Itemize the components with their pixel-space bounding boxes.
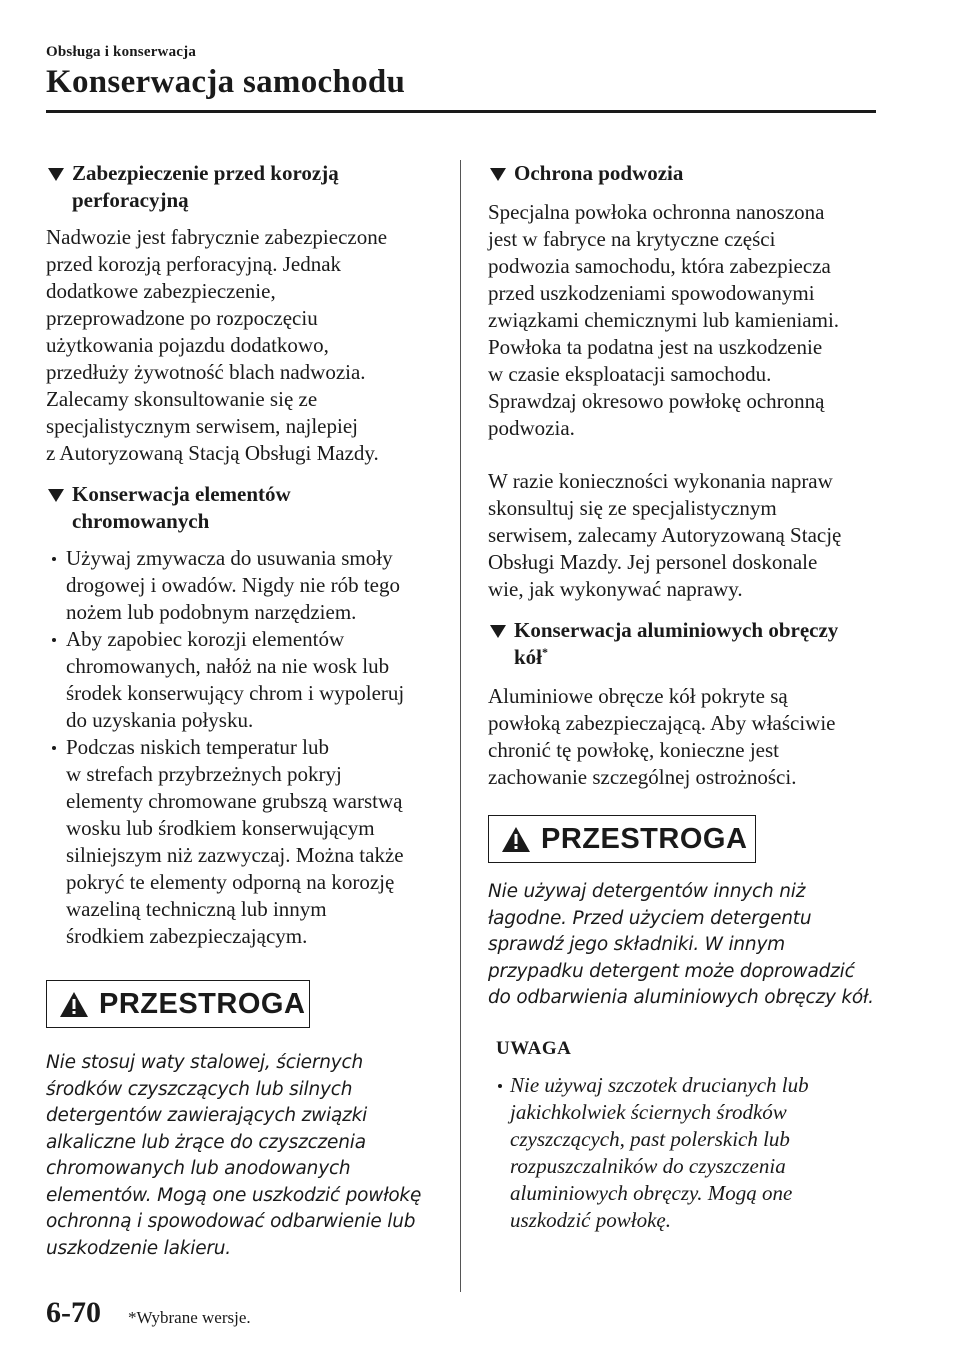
text-line: do uzyskania połysku. (66, 708, 254, 732)
text-line: do odbarwienia aluminiowych obręczy kół. (488, 987, 874, 1008)
bullet-dot-icon (52, 638, 56, 642)
note-bullet-list (488, 1072, 880, 1234)
note-title: UWAGA (496, 1037, 572, 1059)
text-line: środkiem zabezpieczającym. (66, 924, 308, 948)
list-item (46, 626, 441, 734)
text-line: rozpuszczalników do czyszczenia (510, 1153, 786, 1178)
text-line: nożem lub podobnym narzędziem. (66, 600, 357, 624)
text-line: wie, jak wykonywać naprawy. (488, 577, 743, 601)
text-line: Używaj zmywacza do usuwania smoły (66, 546, 393, 570)
text-line: skonsultuj się ze specjalistycznym (488, 496, 777, 520)
text-line: chromowanych lub anodowanych (46, 1158, 351, 1179)
triangle-bullet-icon (490, 625, 506, 638)
text-line: środek konserwujący chrom i wypoleruj (66, 681, 405, 705)
list-item (488, 1072, 880, 1234)
heading-line: Zabezpieczenie przed korozją (72, 161, 339, 185)
text-line: W razie konieczności wykonania napraw (488, 469, 833, 493)
warning-triangle-icon (59, 991, 89, 1018)
text-line: czyszczących, past polerskich lub (510, 1126, 790, 1151)
text-line: powłoką zabezpieczającą. Aby właściwie (488, 711, 836, 735)
text-line: serwisem, zalecamy Autoryzowaną Stację (488, 523, 842, 547)
heading-line: Konserwacja elementów (72, 482, 291, 506)
bullet-dot-icon (498, 1084, 502, 1088)
text-line: Nie używaj szczotek drucianych lub (510, 1072, 809, 1097)
text-line: podwozia. (488, 416, 575, 440)
alloy-wheels-paragraph (488, 683, 880, 791)
section-heading-alloy-wheels (488, 617, 880, 671)
text-line: łagodne. Przed użyciem detergentu (488, 907, 812, 929)
text-line: chronić tę powłokę, konieczne jest (488, 738, 779, 762)
bullet-dot-icon (52, 557, 56, 561)
text-line: Nie używaj detergentów innych niż (488, 881, 806, 902)
text-line: przed korozją perforacyjną. Jednak (46, 252, 342, 276)
heading-line: perforacyjną (72, 188, 189, 212)
bullet-dot-icon (52, 746, 56, 750)
header-rule (46, 110, 876, 113)
underbody-paragraph (488, 199, 880, 442)
text-line: przed uszkodzeniami spowodowanymi (488, 281, 815, 305)
list-item (46, 734, 441, 950)
list-item (46, 545, 441, 626)
text-line: Nadwozie jest fabrycznie zabezpieczone (46, 225, 388, 249)
caution-text (46, 1050, 441, 1262)
text-line: Aluminiowe obręcze kół pokryte są (488, 684, 788, 708)
triangle-bullet-icon (48, 489, 64, 502)
text-line: wosku lub środkiem konserwującym (66, 816, 375, 840)
text-line: jakichkolwiek ściernych środków (510, 1099, 787, 1124)
right-column (488, 160, 880, 1234)
text-line: ochronną i spowodować odbarwienie lub (46, 1211, 416, 1232)
text-line: detergentów zawierających związki (46, 1105, 368, 1126)
text-line: sprawdź jego składniki. W innym (488, 934, 786, 955)
text-line: przeprowadzone po rozpoczęciu (46, 306, 318, 330)
text-line: związkami chemicznymi lub kamieniami. (488, 308, 840, 332)
text-line: w czasie eksploatacji samochodu. (488, 362, 772, 386)
footnote: *Wybrane wersje. (128, 1308, 251, 1327)
text-line: pokryć te elementy odporną na korozję (66, 870, 395, 894)
text-line: uszkodzić powłokę. (510, 1207, 671, 1232)
caution-box (488, 815, 756, 863)
text-line: alkaliczne lub żrące do czyszczenia (46, 1131, 366, 1153)
caution-box (46, 980, 310, 1028)
heading-line: Konserwacja aluminiowych obręczy (514, 618, 839, 642)
text-line: przedłuży żywotność blach nadwozia. (46, 360, 366, 384)
text-line: dodatkowe zabezpieczenie, (46, 279, 276, 303)
section-label: Obsługa i konserwacja (46, 44, 197, 60)
caution-label: PRZESTROGA (99, 987, 306, 1020)
text-line: jest w fabryce na krytyczne części (488, 227, 776, 251)
optional-equipment-mark: * (542, 645, 549, 659)
text-line: przypadku detergent może doprowadzić (488, 960, 855, 982)
chrome-bullet-list (46, 545, 441, 950)
section-heading-underbody (488, 160, 880, 187)
text-line: Sprawdzaj okresowo powłokę ochronną (488, 389, 825, 413)
caution-label: PRZESTROGA (541, 822, 748, 855)
text-line: Obsługi Mazdy. Jej personel doskonale (488, 550, 818, 574)
heading-line: kół (514, 645, 543, 669)
text-line: z Autoryzowaną Stacją Obsługi Mazdy. (46, 441, 379, 465)
caution-text (488, 879, 880, 1012)
text-line: Aby zapobiec korozji elementów (66, 627, 345, 651)
text-line: podwozia samochodu, która zabezpiecza (488, 254, 831, 278)
repair-paragraph (488, 468, 880, 603)
text-line: silniejszym niż zazwyczaj. Można także (66, 843, 404, 867)
text-line: drogowej i owadów. Nigdy nie rób tego (66, 573, 400, 597)
column-divider (460, 160, 461, 1292)
text-line: w strefach przybrzeżnych pokryj (66, 762, 342, 786)
text-line: Zalecamy skonsultowanie się ze (46, 387, 318, 411)
text-line: Powłoka ta podatna jest na uszkodzenie (488, 335, 823, 359)
text-line: wazeliną techniczną lub innym (66, 897, 327, 921)
corrosion-paragraph (46, 224, 441, 467)
triangle-bullet-icon (490, 168, 506, 181)
section-heading-corrosion (46, 160, 441, 214)
text-line: Nie stosuj waty stalowej, ściernych (46, 1052, 363, 1073)
left-column (46, 160, 441, 1262)
text-line: uszkodzenie lakieru. (46, 1237, 231, 1259)
page-title: Konserwacja samochodu (46, 64, 406, 100)
heading-line: chromowanych (72, 509, 210, 533)
text-line: chromowanych, nałóż na nie wosk lub (66, 654, 390, 678)
text-line: Podczas niskich temperatur lub (66, 735, 330, 759)
triangle-bullet-icon (48, 168, 64, 181)
text-line: zachowanie szczególnej ostrożności. (488, 765, 797, 789)
section-heading-chrome (46, 481, 441, 535)
text-line: elementy chromowane grubszą warstwą (66, 789, 403, 813)
text-line: aluminiowych obręczy. Mogą one (510, 1180, 793, 1205)
text-line: środków czyszczących lub silnych (46, 1078, 353, 1100)
heading-line: Ochrona podwozia (514, 161, 684, 185)
text-line: elementów. Mogą one uszkodzić powłokę (46, 1184, 422, 1206)
warning-triangle-icon (501, 826, 531, 853)
text-line: Specjalna powłoka ochronna nanoszona (488, 200, 825, 224)
text-line: użytkowania pojazdu dodatkowo, (46, 333, 329, 357)
text-line: specjalistycznym serwisem, najlepiej (46, 414, 358, 438)
page-number: 6-70 (46, 1296, 101, 1329)
